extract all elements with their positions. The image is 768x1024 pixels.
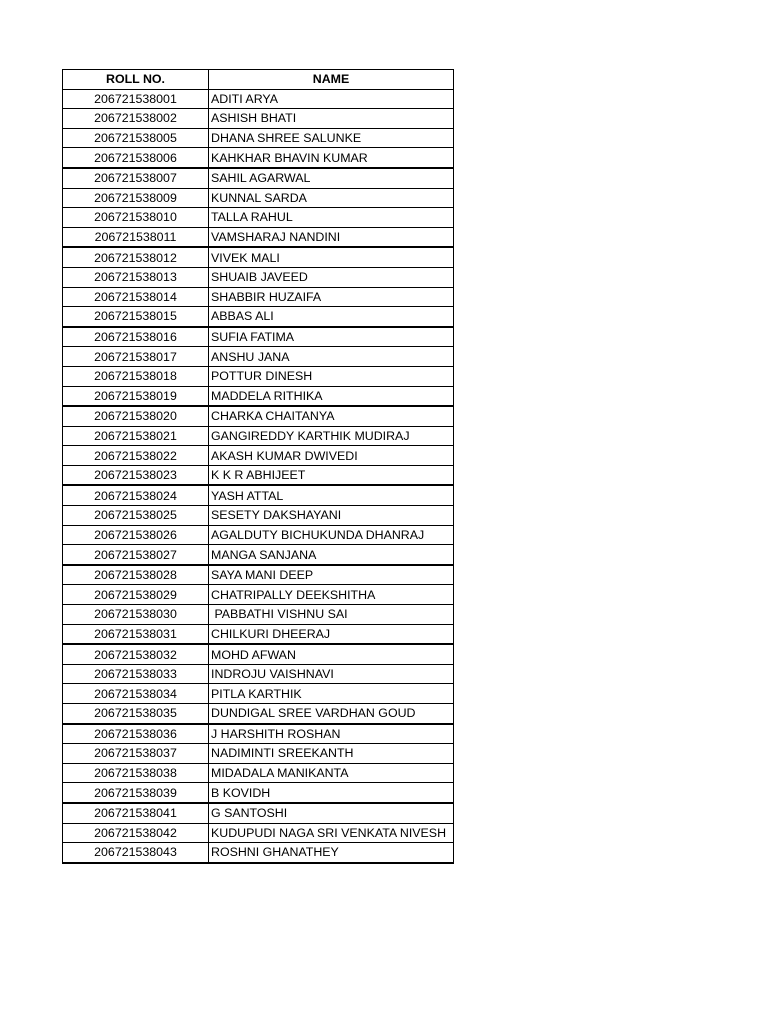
table-row: [63, 644, 454, 664]
roll-number-cell: 206721538001: [63, 89, 209, 109]
student-name-cell: YASH ATTAL: [209, 485, 454, 505]
roll-number-cell: 206721538007: [63, 168, 209, 188]
table-row: [63, 465, 454, 485]
roll-number-cell: 206721538032: [63, 644, 209, 664]
student-name-cell: CHATRIPALLY DEEKSHITHA: [209, 585, 454, 605]
roll-number-cell: 206721538012: [63, 247, 209, 267]
student-name-cell: TALLA RAHUL: [209, 208, 454, 228]
student-name-cell: ROSHNI GHANATHEY: [209, 843, 454, 863]
roll-number-cell: 206721538035: [63, 704, 209, 724]
student-name-cell: J HARSHITH ROSHAN: [209, 724, 454, 744]
student-name-cell: AGALDUTY BICHUKUNDA DHANRAJ: [209, 525, 454, 545]
roll-number-cell: 206721538034: [63, 684, 209, 704]
table-row: [63, 803, 454, 823]
roll-number-cell: 206721538021: [63, 426, 209, 446]
student-name-cell: ANSHU JANA: [209, 347, 454, 367]
table-row: [63, 545, 454, 565]
roll-number-cell: 206721538019: [63, 386, 209, 406]
table-row: [63, 684, 454, 704]
student-name-cell: MADDELA RITHIKA: [209, 386, 454, 406]
table-row: [63, 843, 454, 863]
table-header-row: [63, 70, 454, 90]
roll-list-table: [62, 69, 454, 864]
table-row: [63, 247, 454, 267]
table-row: [63, 585, 454, 605]
student-name-cell: KAHKHAR BHAVIN KUMAR: [209, 148, 454, 168]
roll-number-cell: 206721538036: [63, 724, 209, 744]
table-row: [63, 704, 454, 724]
roll-number-cell: 206721538028: [63, 565, 209, 585]
roll-number-cell: 206721538033: [63, 664, 209, 684]
roll-number-cell: 206721538043: [63, 843, 209, 863]
student-name-cell: CHARKA CHAITANYA: [209, 406, 454, 426]
table-row: [63, 406, 454, 426]
student-name-cell: K K R ABHIJEET: [209, 465, 454, 485]
table-row: [63, 188, 454, 208]
roll-number-cell: 206721538016: [63, 327, 209, 347]
table-row: [63, 327, 454, 347]
table-row: [63, 624, 454, 644]
table-row: [63, 227, 454, 247]
student-name-cell: SESETY DAKSHAYANI: [209, 506, 454, 526]
table-row: [63, 783, 454, 803]
table-row: [63, 823, 454, 843]
table-row: [63, 763, 454, 783]
roll-number-cell: 206721538010: [63, 208, 209, 228]
roll-number-cell: 206721538042: [63, 823, 209, 843]
table-row: [63, 366, 454, 386]
table-row: [63, 386, 454, 406]
student-name-cell: SAHIL AGARWAL: [209, 168, 454, 188]
table-row: [63, 426, 454, 446]
roll-number-cell: 206721538017: [63, 347, 209, 367]
table-row: [63, 128, 454, 148]
student-name-cell: INDROJU VAISHNAVI: [209, 664, 454, 684]
student-name-cell: NADIMINTI SREEKANTH: [209, 744, 454, 764]
student-name-cell: ASHISH BHATI: [209, 109, 454, 129]
column-header-name: NAME: [209, 70, 454, 90]
student-name-cell: VIVEK MALI: [209, 247, 454, 267]
table-body: [63, 89, 454, 863]
table-row: [63, 109, 454, 129]
roll-number-cell: 206721538002: [63, 109, 209, 129]
roll-number-cell: 206721538015: [63, 307, 209, 327]
roll-number-cell: 206721538031: [63, 624, 209, 644]
student-name-cell: MIDADALA MANIKANTA: [209, 763, 454, 783]
student-name-cell: SUFIA FATIMA: [209, 327, 454, 347]
roll-number-cell: 206721538014: [63, 287, 209, 307]
table-row: [63, 565, 454, 585]
roll-number-cell: 206721538039: [63, 783, 209, 803]
student-name-cell: AKASH KUMAR DWIVEDI: [209, 446, 454, 466]
roll-number-cell: 206721538026: [63, 525, 209, 545]
student-name-cell: DHANA SHREE SALUNKE: [209, 128, 454, 148]
table-row: [63, 485, 454, 505]
student-name-cell: MOHD AFWAN: [209, 644, 454, 664]
roll-number-cell: 206721538013: [63, 267, 209, 287]
student-name-cell: MANGA SANJANA: [209, 545, 454, 565]
roll-number-cell: 206721538006: [63, 148, 209, 168]
table-row: [63, 525, 454, 545]
roll-number-cell: 206721538023: [63, 465, 209, 485]
student-name-cell: GANGIREDDY KARTHIK MUDIRAJ: [209, 426, 454, 446]
table-row: [63, 267, 454, 287]
roll-number-cell: 206721538005: [63, 128, 209, 148]
table-row: [63, 446, 454, 466]
student-name-cell: B KOVIDH: [209, 783, 454, 803]
table-row: [63, 744, 454, 764]
table-row: [63, 506, 454, 526]
roll-number-cell: 206721538037: [63, 744, 209, 764]
student-name-cell: SHABBIR HUZAIFA: [209, 287, 454, 307]
table-row: [63, 89, 454, 109]
roll-number-cell: 206721538022: [63, 446, 209, 466]
roll-number-cell: 206721538030: [63, 605, 209, 625]
table-row: [63, 148, 454, 168]
roll-number-cell: 206721538038: [63, 763, 209, 783]
student-name-cell: ABBAS ALI: [209, 307, 454, 327]
roll-number-cell: 206721538024: [63, 485, 209, 505]
student-name-cell: DUNDIGAL SREE VARDHAN GOUD: [209, 704, 454, 724]
roll-number-cell: 206721538009: [63, 188, 209, 208]
student-name-cell: ADITI ARYA: [209, 89, 454, 109]
student-name-cell: SHUAIB JAVEED: [209, 267, 454, 287]
table-row: [63, 724, 454, 744]
roll-number-cell: 206721538020: [63, 406, 209, 426]
student-name-cell: SAYA MANI DEEP: [209, 565, 454, 585]
table-row: [63, 347, 454, 367]
student-name-cell: VAMSHARAJ NANDINI: [209, 227, 454, 247]
student-name-cell: POTTUR DINESH: [209, 366, 454, 386]
roll-number-cell: 206721538041: [63, 803, 209, 823]
student-name-cell: PABBATHI VISHNU SAI: [209, 605, 454, 625]
roll-list-sheet: [62, 69, 453, 864]
table-row: [63, 287, 454, 307]
student-name-cell: KUDUPUDI NAGA SRI VENKATA NIVESH: [209, 823, 454, 843]
roll-number-cell: 206721538011: [63, 227, 209, 247]
roll-number-cell: 206721538027: [63, 545, 209, 565]
column-header-roll-no: ROLL NO.: [63, 70, 209, 90]
student-name-cell: G SANTOSHI: [209, 803, 454, 823]
roll-number-cell: 206721538025: [63, 506, 209, 526]
roll-number-cell: 206721538029: [63, 585, 209, 605]
roll-number-cell: 206721538018: [63, 366, 209, 386]
table-row: [63, 168, 454, 188]
table-row: [63, 208, 454, 228]
student-name-cell: PITLA KARTHIK: [209, 684, 454, 704]
table-row: [63, 664, 454, 684]
student-name-cell: KUNNAL SARDA: [209, 188, 454, 208]
student-name-cell: CHILKURI DHEERAJ: [209, 624, 454, 644]
table-row: [63, 605, 454, 625]
table-row: [63, 307, 454, 327]
